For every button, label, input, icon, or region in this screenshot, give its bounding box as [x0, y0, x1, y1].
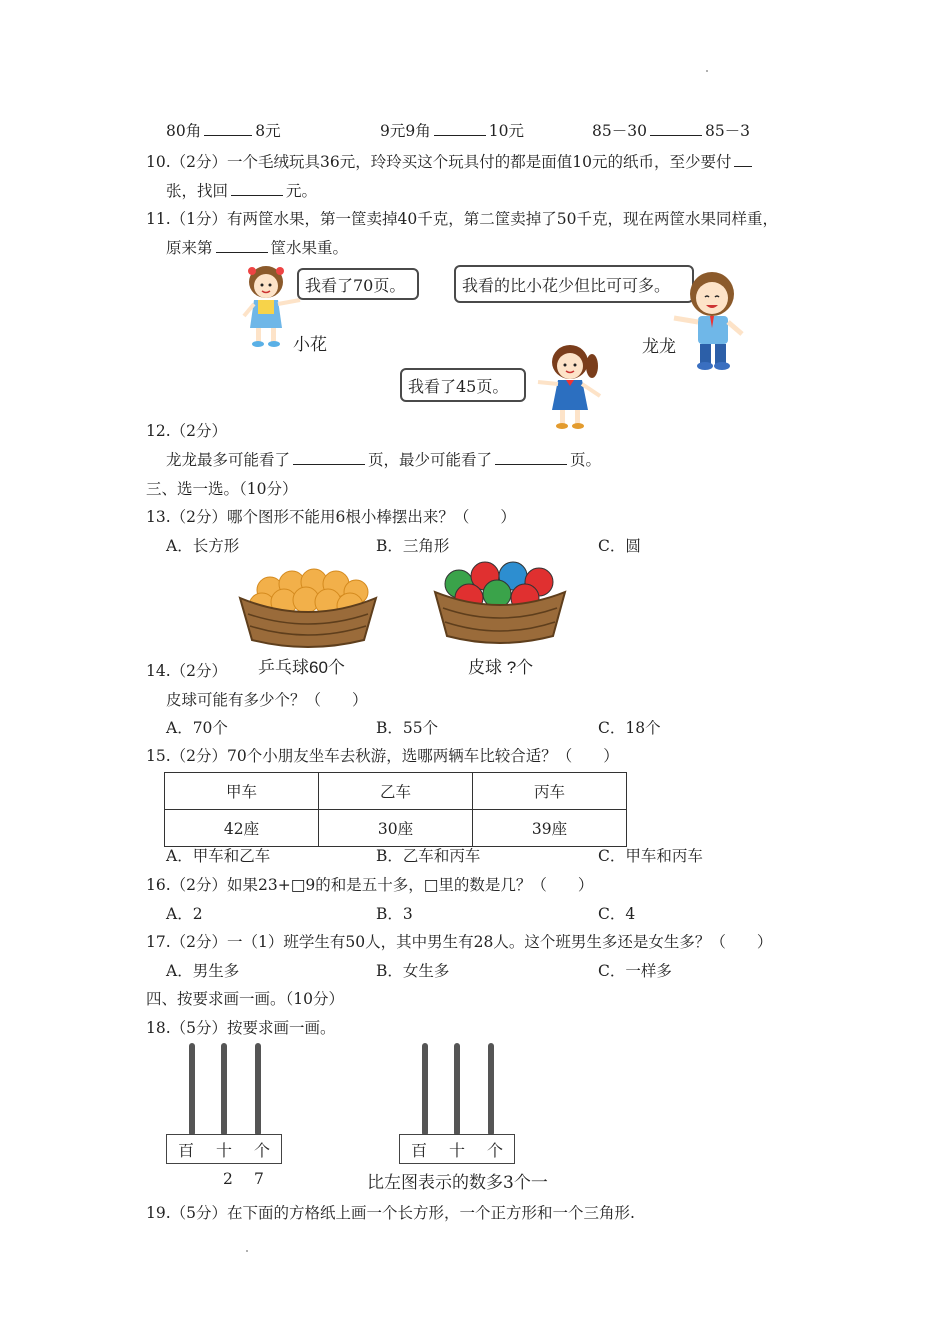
car-seats-table — [164, 772, 627, 847]
q11-line1: 11.（1分）有两筐水果，第一筐卖掉40千克，第二筐卖掉了50千克，现在两筐水果同样重， — [146, 210, 778, 228]
abacus-rod-ones — [255, 1043, 261, 1136]
q15-option-c[interactable]: C．甲车和丙车 — [598, 847, 703, 865]
q17-stem: 17.（2分）一（1）班学生有50人，其中男生有28人。这个班男生多还是女生多？（ ） — [146, 933, 773, 951]
q9-row-c: 85－30 85－3 — [592, 122, 751, 140]
place-label-hundreds: 百 — [410, 1140, 427, 1160]
q14-option-b[interactable]: B．55个 — [376, 719, 439, 737]
abacus-rod-ones — [488, 1043, 494, 1136]
answer-blank[interactable] — [204, 121, 252, 136]
q12-text: 龙龙最多可能看了 页，最少可能看了 页。 — [166, 451, 602, 469]
answer-blank[interactable] — [650, 121, 702, 136]
q16-option-b[interactable]: B．3 — [376, 905, 413, 923]
girl-keke-illustration — [534, 340, 606, 434]
table-cell: 42座 — [165, 810, 319, 847]
place-label-ones: 个 — [486, 1140, 503, 1160]
abacus-rod-hundreds — [189, 1043, 195, 1136]
q10-line2: 张，找回 元。 — [166, 182, 318, 200]
answer-blank[interactable] — [216, 238, 268, 253]
corner-dot-top — [706, 70, 708, 72]
table-cell: 39座 — [473, 810, 627, 847]
q13-option-b[interactable]: B．三角形 — [376, 537, 450, 555]
q16-stem: 16.（2分）如果23+□9的和是五十多，□里的数是几？（ ） — [146, 876, 594, 894]
left-abacus-ones-digit: 7 — [254, 1170, 264, 1188]
q14-label: 14.（2分） — [146, 662, 228, 680]
place-label-tens: 十 — [215, 1140, 232, 1160]
q14-stem: 皮球可能有多少个？（ ） — [166, 691, 368, 709]
q9-row: 80角 8元 — [166, 122, 281, 140]
answer-blank[interactable] — [734, 152, 752, 167]
table-cell: 30座 — [319, 810, 473, 847]
abacus-rod-tens — [454, 1043, 460, 1136]
section-4-heading: 四、按要求画一画。（10分） — [146, 990, 344, 1008]
answer-blank[interactable] — [231, 181, 283, 196]
table-header-cell: 乙车 — [319, 773, 473, 810]
ball-basket-illustration — [433, 558, 567, 648]
answer-blank[interactable] — [434, 121, 486, 136]
q12-label: 12.（2分） — [146, 422, 228, 440]
ball-basket-label: 皮球 ?个 — [468, 658, 534, 677]
table-header-row — [165, 773, 627, 810]
q15-option-b[interactable]: B．乙车和丙车 — [376, 847, 481, 865]
longlong-name-label: 龙龙 — [642, 337, 676, 357]
answer-blank[interactable] — [495, 450, 567, 465]
abacus-base — [399, 1134, 515, 1164]
q19-stem: 19.（5分）在下面的方格纸上画一个长方形，一个正方形和一个三角形. — [146, 1204, 635, 1222]
q13-stem: 13.（2分）哪个图形不能用6根小棒摆出来？（ ） — [146, 508, 516, 526]
abacus-rod-hundreds — [422, 1043, 428, 1136]
table-row — [165, 810, 627, 847]
q17-option-c[interactable]: C．一样多 — [598, 962, 672, 980]
xiaohua-name-label: 小花 — [293, 335, 327, 355]
abacus-rod-tens — [221, 1043, 227, 1136]
q9-row-b: 9元9角 10元 — [380, 122, 524, 140]
q15-option-a[interactable]: A．甲车和乙车 — [166, 847, 271, 865]
keke-speech-bubble: 我看了45页。 — [400, 368, 526, 402]
q13-option-a[interactable]: A．长方形 — [166, 537, 240, 555]
section-3-heading: 三、选一选。（10分） — [146, 480, 298, 498]
q16-option-a[interactable]: A．2 — [166, 905, 203, 923]
table-header-cell: 丙车 — [473, 773, 627, 810]
q18-stem: 18.（5分）按要求画一画。 — [146, 1019, 336, 1037]
q11-line2: 原来第 筐水果重。 — [166, 239, 349, 257]
place-label-ones: 个 — [253, 1140, 270, 1160]
place-label-tens: 十 — [448, 1140, 465, 1160]
table-header-cell: 甲车 — [165, 773, 319, 810]
q16-option-c[interactable]: C．4 — [598, 905, 636, 923]
right-abacus-caption: 比左图表示的数多3个一 — [367, 1173, 548, 1193]
left-abacus-tens-digit: 2 — [223, 1170, 233, 1188]
boy-longlong-illustration — [670, 268, 750, 372]
longlong-speech-bubble: 我看的比小花少但比可可多。 — [454, 265, 694, 303]
q14-option-a[interactable]: A．70个 — [166, 719, 228, 737]
q13-option-c[interactable]: C．圆 — [598, 537, 641, 555]
pingpong-basket-label: 乒乓球60个 — [258, 658, 345, 677]
q14-option-c[interactable]: C．18个 — [598, 719, 661, 737]
pingpong-basket-illustration — [238, 562, 378, 652]
place-label-hundreds: 百 — [177, 1140, 194, 1160]
xiaohua-speech-bubble: 我看了70页。 — [297, 268, 419, 300]
q17-option-b[interactable]: B．女生多 — [376, 962, 450, 980]
corner-dot-bottom — [246, 1250, 248, 1252]
q10-line1: 10.（2分）一个毛绒玩具36元，玲玲买这个玩具付的都是面值10元的纸币，至少要付 — [146, 150, 755, 172]
q15-stem: 15.（2分）70个小朋友坐车去秋游，选哪两辆车比较合适？（ ） — [146, 747, 619, 765]
abacus-base — [166, 1134, 282, 1164]
q17-option-a[interactable]: A．男生多 — [166, 962, 240, 980]
answer-blank[interactable] — [293, 450, 365, 465]
